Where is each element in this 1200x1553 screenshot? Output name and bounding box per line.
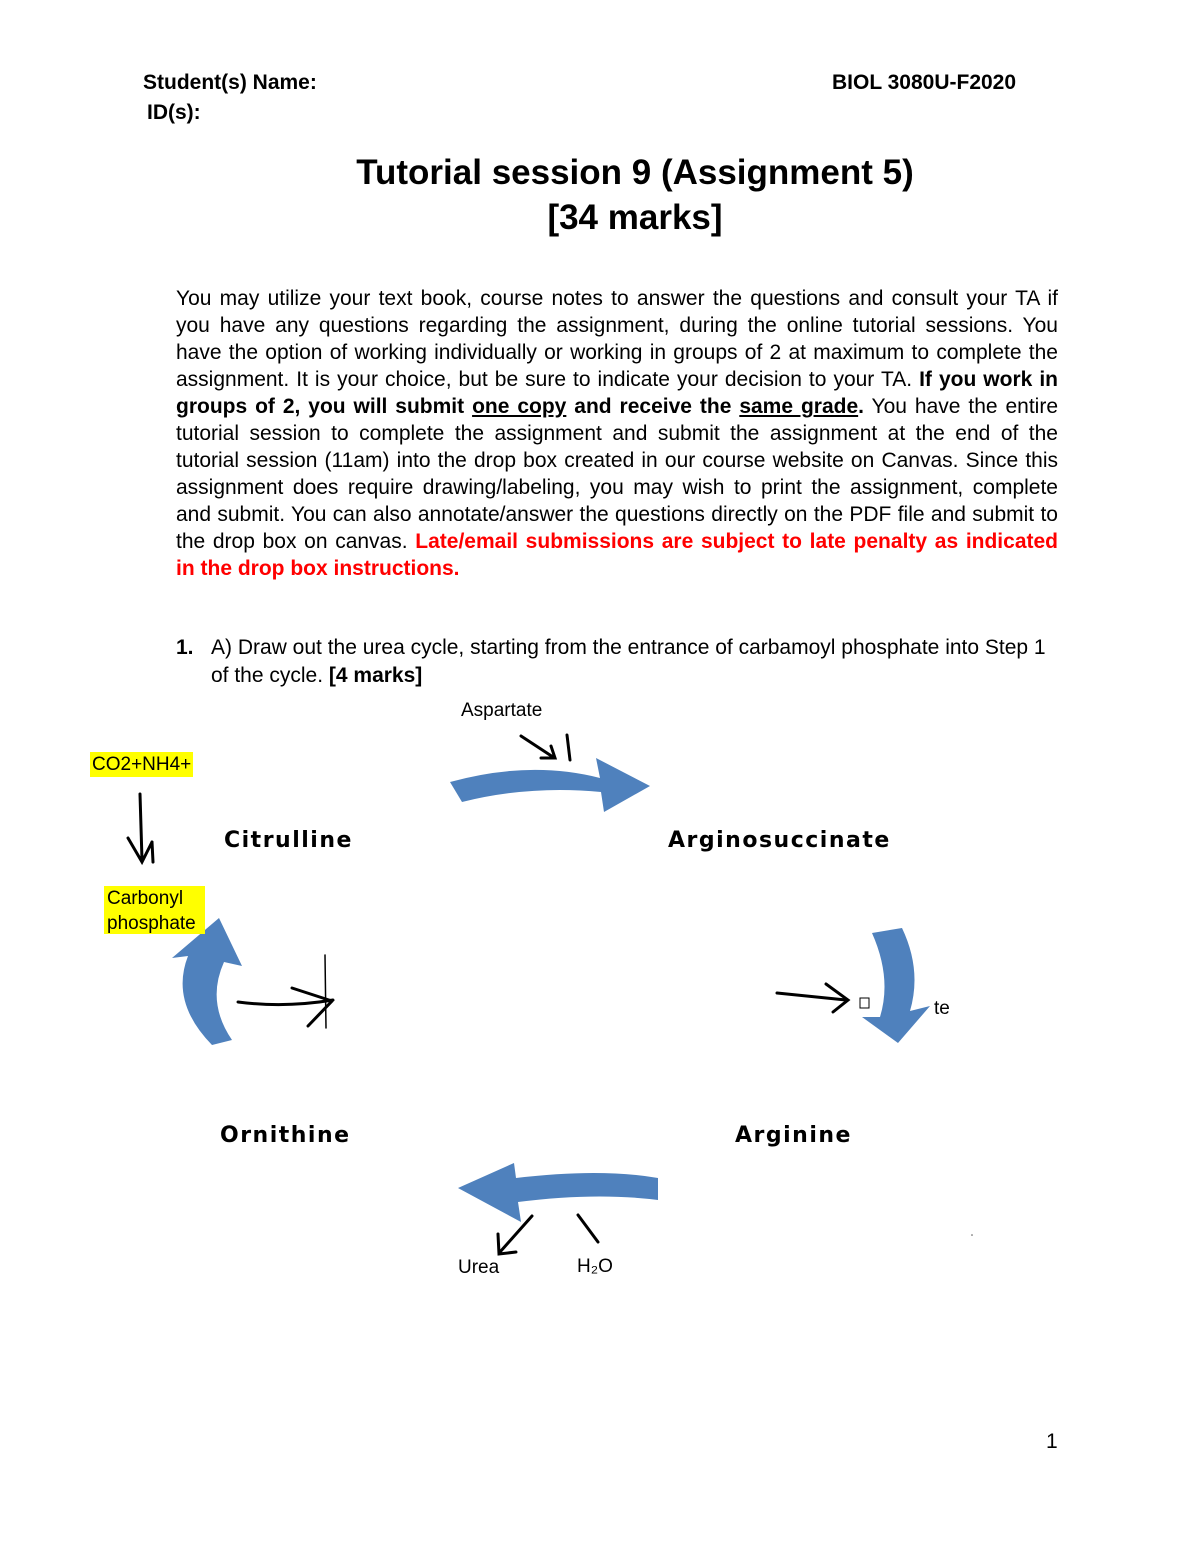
fumarate-arrow xyxy=(777,984,848,1012)
student-name-label: Student(s) Name: xyxy=(143,71,317,94)
student-id-label: ID(s): xyxy=(147,101,201,124)
marks-total: [34 marks] xyxy=(547,198,723,237)
group-rule-same-grade: same grade xyxy=(739,395,859,418)
dot-mark xyxy=(971,1234,973,1236)
co2-down-arrow xyxy=(128,794,153,862)
top-cycle-arrow xyxy=(450,758,650,812)
submission-text: You have the entire tutorial session to complete the assignment and submit the assignment at the end of the tutorial session (11am) into the drop box created in our course website on Canvas. Since this assignment does require drawing/labeling, you may wish to print the assignment, complete and submit. You can also annotate/answer the questions directly on the PDF file and submit to the drop box on canvas. xyxy=(176,395,1059,553)
label-ornithine: Ornithine xyxy=(220,1123,351,1148)
group-rule-period: . xyxy=(858,395,864,418)
small-box-mark xyxy=(860,998,869,1008)
instructions-text: You may utilize your text book, course notes to answer the questions and consult your TA if you have any questions regarding the assignment, during the online tutorial sessions. You have the option of working individually or working in groups of 2 at maximum to complete the assignment. It is your choice, but be sure to indicate your decision to your TA. xyxy=(176,287,1058,391)
group-rule-part1: If you work in groups of 2, you will submit xyxy=(176,368,1058,418)
label-water: H₂O xyxy=(577,1256,613,1277)
question-marks: [4 marks] xyxy=(328,664,423,687)
page-number: 1 xyxy=(1046,1430,1058,1453)
late-penalty-warning: Late/email submissions are subject to late penalty as indicated in the drop box instructions. xyxy=(176,530,1058,580)
label-carbonyl-phosphate xyxy=(104,886,205,934)
label-co2-nh4: CO2+NH4+ xyxy=(92,754,192,775)
group-rule-part2: and receive the xyxy=(574,395,732,418)
right-cycle-arrow xyxy=(862,928,930,1043)
urea-arrow xyxy=(498,1216,532,1254)
course-code: BIOL 3080U-F2020 xyxy=(832,71,1017,94)
question-number: 1. xyxy=(176,636,194,659)
carbonyl-line-2: phosphate xyxy=(107,913,196,934)
label-aspartate: Aspartate xyxy=(461,700,543,721)
carbamoyl-entry-arrow xyxy=(238,988,333,1026)
question-text: A) Draw out the urea cycle, starting from the entrance of carbamoyl phosphate into Step 1 of the cycle. xyxy=(211,636,1046,687)
water-stroke xyxy=(578,1215,598,1242)
page-title: Tutorial session 9 (Assignment 5) xyxy=(356,153,914,192)
aspartate-arrow xyxy=(521,735,570,760)
group-rule-one-copy: one copy xyxy=(472,395,567,418)
vertical-mark xyxy=(325,955,326,1028)
carbonyl-line-1: Carbonyl xyxy=(107,888,184,909)
label-argininosuccinate: Arginosuccinate xyxy=(668,828,891,853)
label-citrulline: Citrulline xyxy=(224,828,353,853)
label-urea: Urea xyxy=(458,1257,500,1278)
label-fumarate-partial: te xyxy=(934,998,950,1019)
bottom-cycle-arrow xyxy=(458,1163,658,1222)
left-cycle-arrow xyxy=(172,918,242,1045)
label-arginine: Arginine xyxy=(735,1123,852,1148)
